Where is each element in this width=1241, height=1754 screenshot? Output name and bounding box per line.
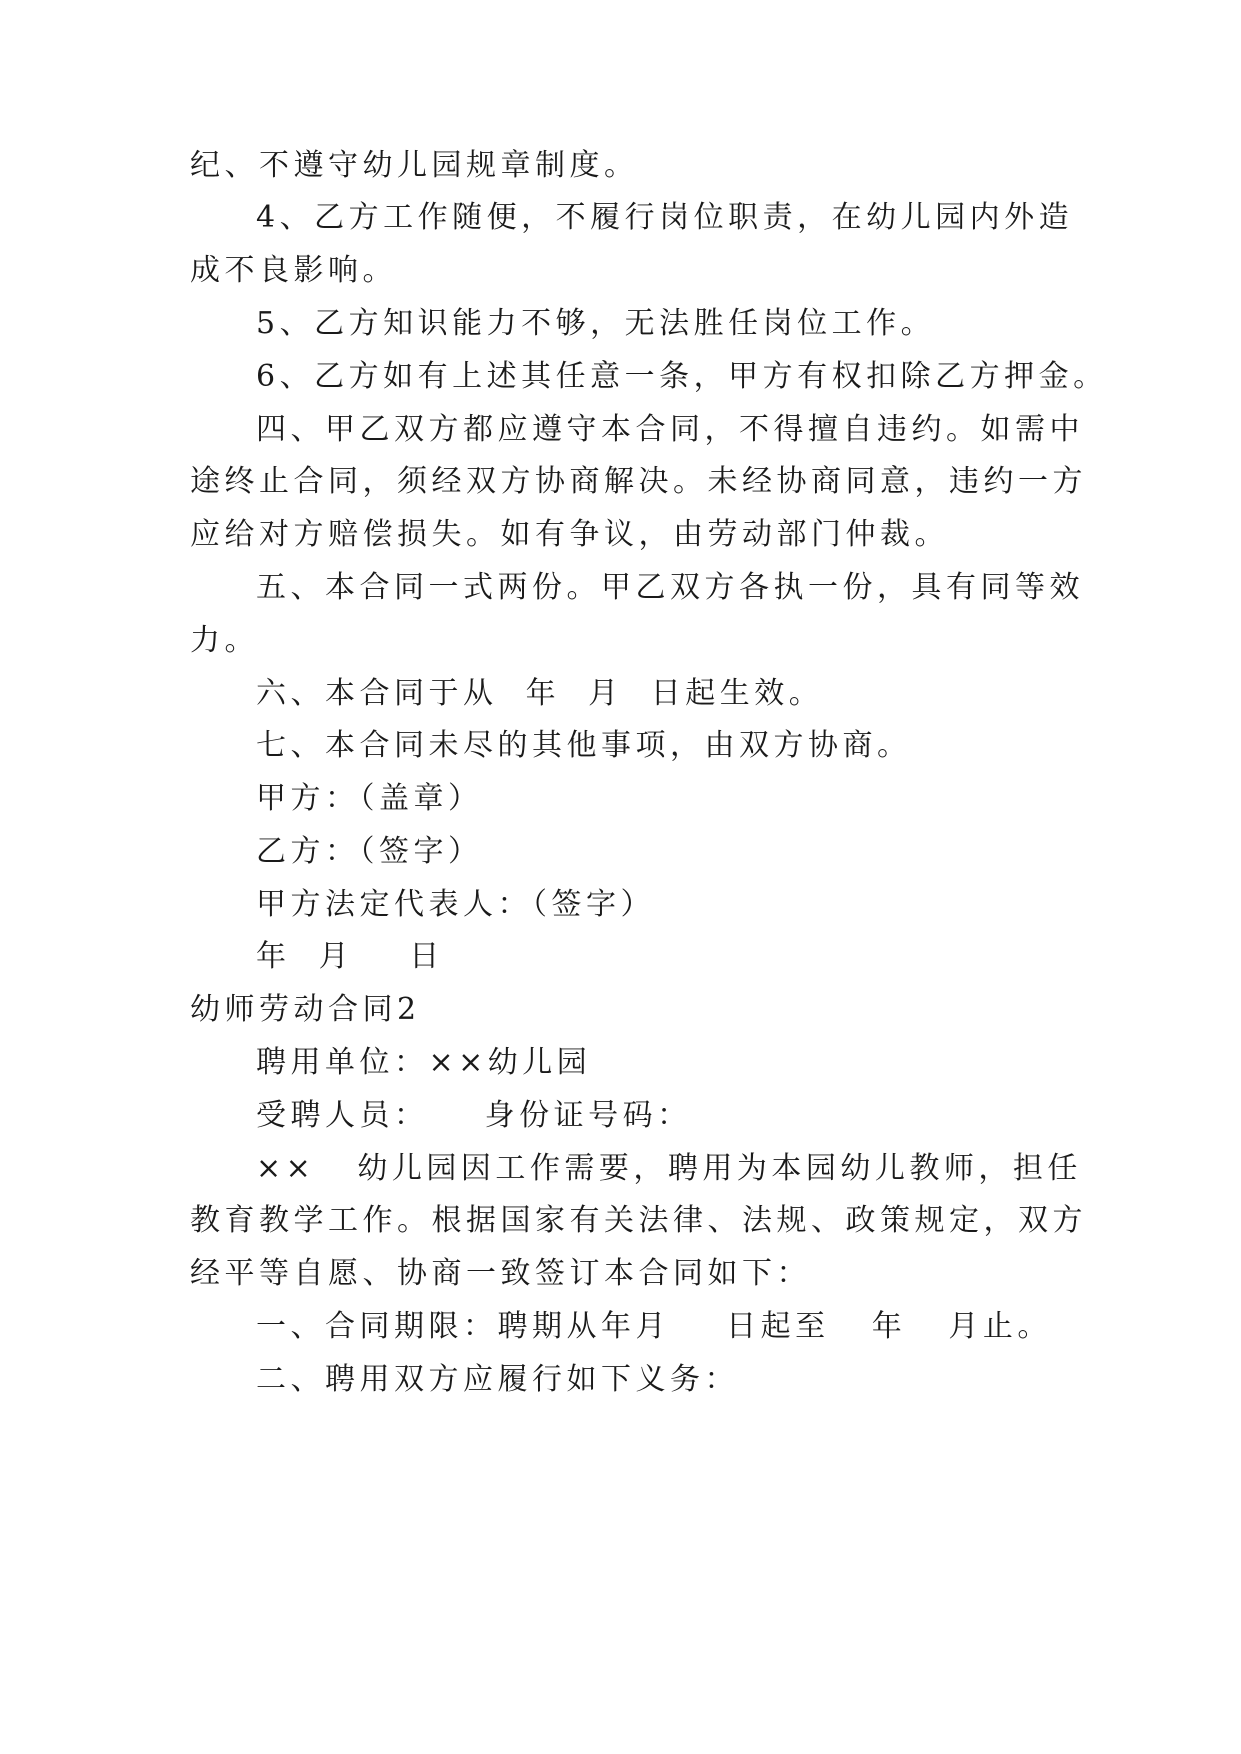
text-line: 教育教学工作。根据国家有关法律、法规、政策规定，双方 — [190, 1203, 1087, 1238]
date-line: 年 月 日 — [256, 939, 444, 974]
text-line: 5、乙方知识能力不够，无法胜任岗位工作。 — [256, 306, 936, 341]
signature-party-b: 乙方：（签字） — [256, 834, 483, 869]
text-line: 应给对方赔偿损失。如有争议，由劳动部门仲裁。 — [190, 517, 949, 552]
signature-legal-rep: 甲方法定代表人：（签字） — [256, 887, 655, 922]
text-line: 途终止合同，须经双方协商解决。未经协商同意，违约一方 — [190, 464, 1087, 499]
text-line: 五、本合同一式两份。甲乙双方各执一份，具有同等效 — [256, 570, 1084, 605]
signature-party-a: 甲方：（盖章） — [256, 781, 483, 816]
text-line: 成不良影响。 — [190, 253, 397, 288]
text-line: 二、聘用双方应履行如下义务： — [256, 1362, 739, 1397]
text-line: 经平等自愿、协商一致签订本合同如下： — [190, 1256, 811, 1291]
text-line: 聘用单位：××幼儿园 — [256, 1045, 592, 1080]
text-line: 纪、不遵守幼儿园规章制度。 — [190, 148, 639, 183]
text-line: 六、本合同于从 年 月 日起生效。 — [256, 676, 824, 711]
text-line: 力。 — [190, 623, 259, 658]
text-line: 一、合同期限：聘期从年月 日起至 年 月止。 — [256, 1309, 1052, 1344]
text-line: 受聘人员： 身份证号码： — [256, 1098, 692, 1133]
text-line: 七、本合同未尽的其他事项，由双方协商。 — [256, 728, 912, 763]
text-line: ×× 幼儿园因工作需要，聘用为本园幼儿教师，担任 — [256, 1151, 1082, 1186]
section-title: 幼师劳动合同2 — [190, 992, 421, 1027]
text-line: 四、甲乙双方都应遵守本合同，不得擅自违约。如需中 — [256, 412, 1084, 447]
text-line: 4、乙方工作随便，不履行岗位职责，在幼儿园内外造 — [256, 200, 1074, 235]
text-line: 6、乙方如有上述其任意一条，甲方有权扣除乙方押金。 — [256, 359, 1108, 394]
